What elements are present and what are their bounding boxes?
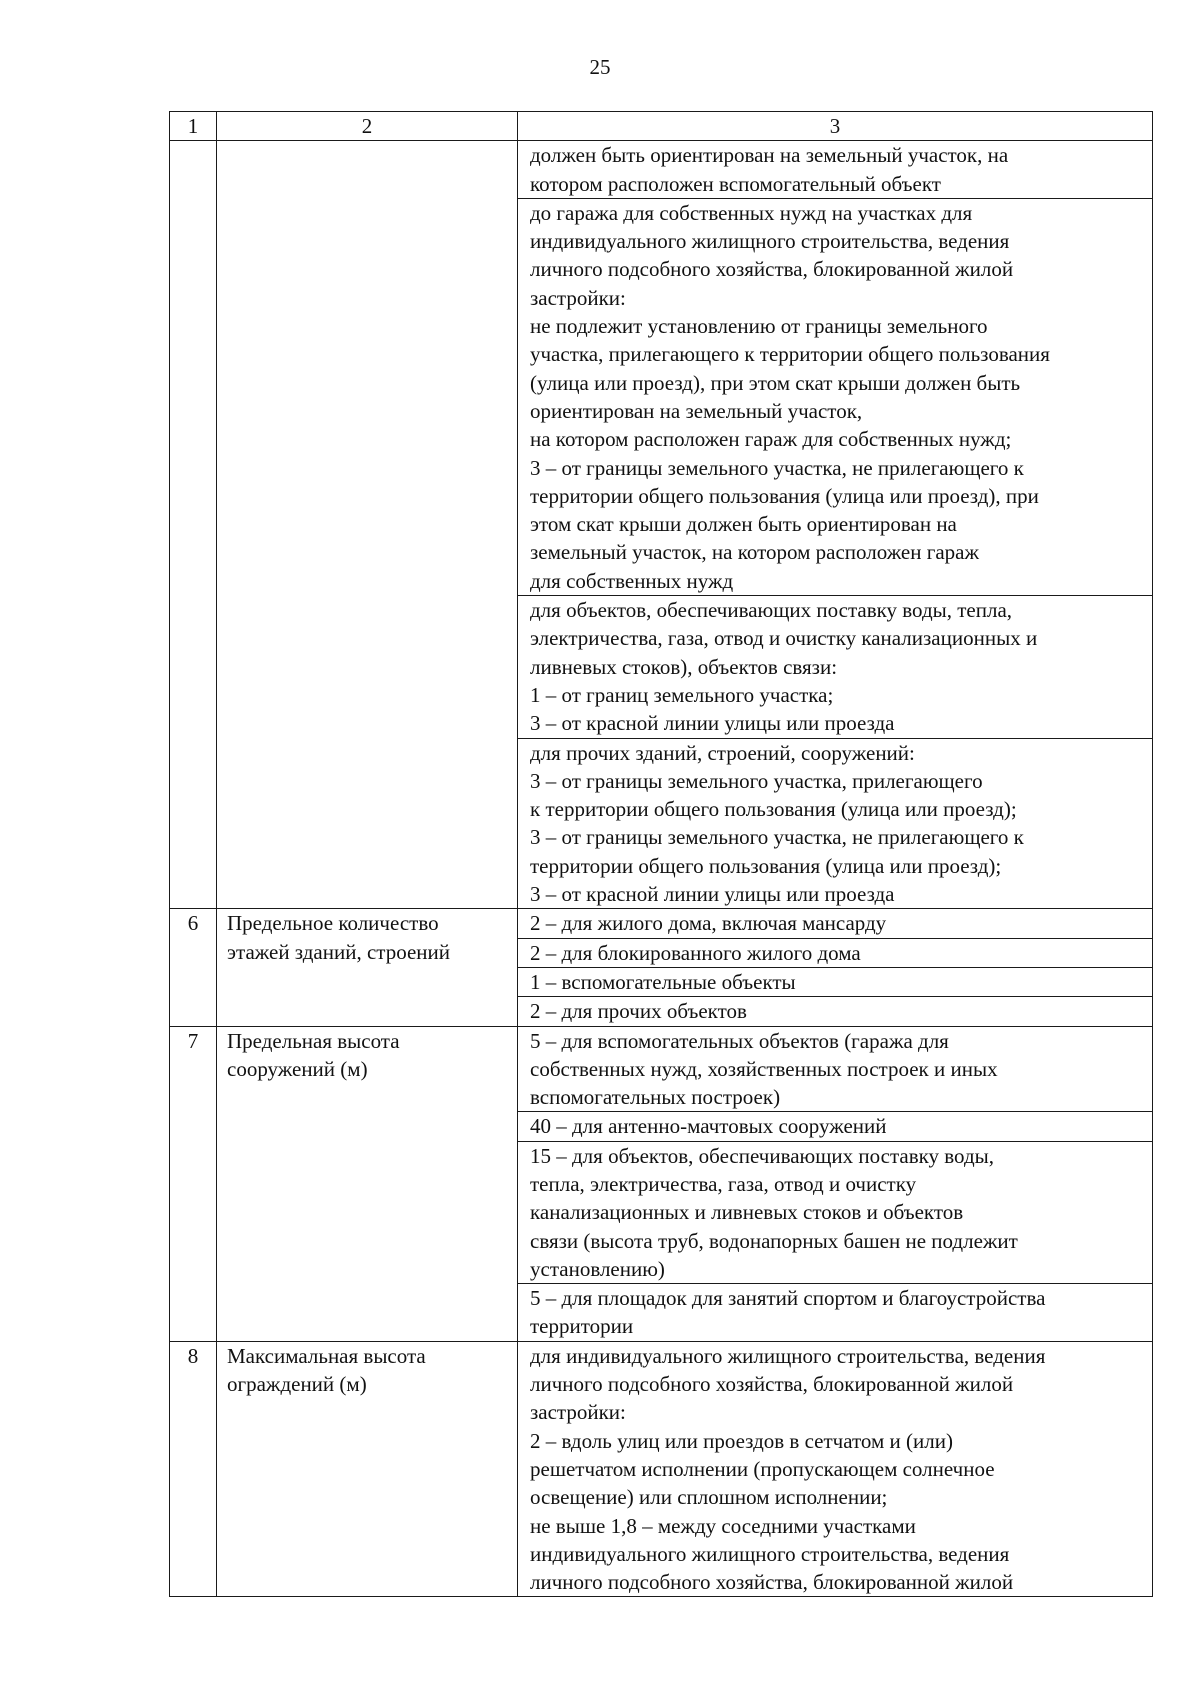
table-row bbox=[170, 1026, 1153, 1112]
value-cell: 2 – для прочих объектов bbox=[518, 997, 1153, 1026]
table-header-row bbox=[170, 112, 1153, 141]
value-cell: для прочих зданий, строений, сооружений: 3 – от границы земельного участка, прилегающего к территории общего пользования (улица или проезд); 3 – от границы земельного участка, не прилегающего к территории общего пользования (улица или проезд); 3 – от красной линии улицы или проезда bbox=[518, 738, 1153, 909]
row-number: 8 bbox=[170, 1341, 217, 1597]
value-cell: 5 – для вспомогательных объектов (гаража для собственных нужд, хозяйственных построек и иных вспомогательных построек) bbox=[518, 1026, 1153, 1112]
page-number: 25 bbox=[589, 55, 611, 79]
value-cell: 5 – для площадок для занятий спортом и благоустройства территории bbox=[518, 1284, 1153, 1342]
value-cell: должен быть ориентирован на земельный участок, на котором расположен вспомогательный объект bbox=[518, 141, 1153, 199]
table-row bbox=[170, 141, 1153, 199]
row-number: 7 bbox=[170, 1026, 217, 1341]
value-cell: 2 – для блокированного жилого дома bbox=[518, 938, 1153, 967]
table-row bbox=[170, 1341, 1153, 1597]
regulation-table bbox=[169, 111, 1153, 1597]
value-cell: для индивидуального жилищного строительства, ведения личного подсобного хозяйства, блокированной жилой застройки: 2 – вдоль улиц или проездов в сетчатом и (или) решетчатом исполнении (пропускающем солнечное освещение) или сплошном исполнении; не выше 1,8 – между соседними участками индивидуального жилищного строительства, ведения личного подсобного хозяйства, блокированной жилой bbox=[518, 1341, 1153, 1597]
value-cell: для объектов, обеспечивающих поставку воды, тепла, электричества, газа, отвод и очистку канализационных и ливневых стоков), объектов связи: 1 – от границ земельного участка; 3 – от красной линии улицы или проезда bbox=[518, 596, 1153, 738]
value-cell: 15 – для объектов, обеспечивающих поставку воды, тепла, электричества, газа, отвод и очистку канализационных и ливневых стоков и объектов связи (высота труб, водонапорных башен не подлежит установлению) bbox=[518, 1141, 1153, 1283]
value-cell: до гаража для собственных нужд на участках для индивидуального жилищного строительства, ведения личного подсобного хозяйства, блокированной жилой застройки: не подлежит установлению от границы земельного участка, прилегающего к территории общего пользования (улица или проезд), при этом скат крыши должен быть ориентирован на земельный участок, на котором расположен гараж для собственных нужд; 3 – от границы земельного участка, не прилегающего к территории общего пользования (улица или проезд), при этом скат крыши должен быть ориентирован на земельный участок, на котором расположен гараж для собственных нужд bbox=[518, 198, 1153, 595]
parameter-cell: Максимальная высота ограждений (м) bbox=[217, 1341, 518, 1597]
parameter-cell: Предельное количество этажей зданий, строений bbox=[217, 909, 518, 1026]
value-cell: 40 – для антенно-мачтовых сооружений bbox=[518, 1112, 1153, 1141]
row-number: 6 bbox=[170, 909, 217, 1026]
column-header: 1 bbox=[170, 112, 217, 141]
parameter-cell: Предельная высота сооружений (м) bbox=[217, 1026, 518, 1341]
column-header: 2 bbox=[217, 112, 518, 141]
table-row bbox=[170, 909, 1153, 938]
column-header: 3 bbox=[518, 112, 1153, 141]
parameter-cell bbox=[217, 141, 518, 909]
value-cell: 1 – вспомогательные объекты bbox=[518, 967, 1153, 996]
value-cell: 2 – для жилого дома, включая мансарду bbox=[518, 909, 1153, 938]
row-number bbox=[170, 141, 217, 909]
